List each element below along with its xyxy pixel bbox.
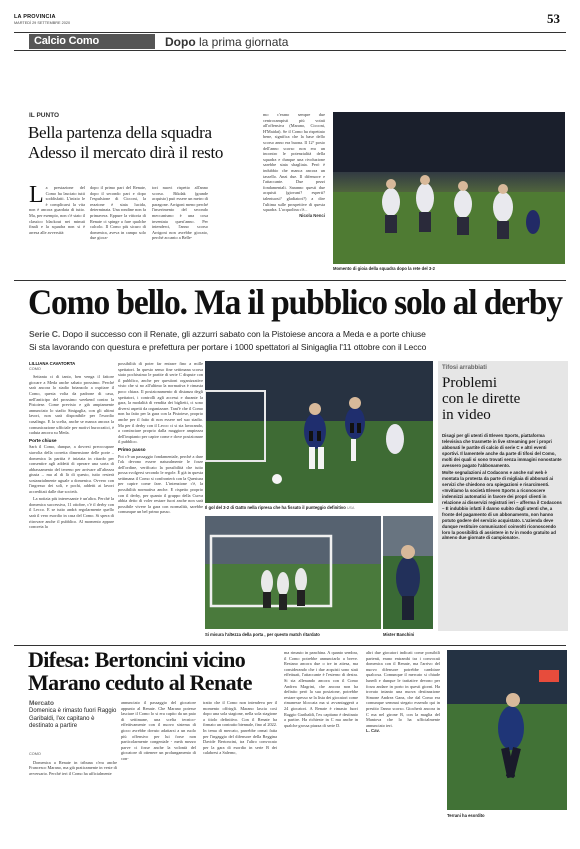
- dropcap: L: [29, 185, 44, 208]
- bottom-col-5: [366, 650, 440, 845]
- top-photo: [333, 112, 565, 264]
- bottom-col-4: ma rimasto in panchina. A quanto sembra, il Como potrebbe annunciarlo a breve. Restano ancora due o tre in attesa, ma considerando che i due acquisti sono stati effettuati, l'attaccante è l'esterno di destra. Si sta allenando ancora con il Como Andrea Magrini, che ancora non ha definito però la sua posizione, potrebbe restare spesso se la lista dei giocatori come rimanesse bloccata ma si avvantaggerà a 24 giocatori. A Renate è rimasto fuori Raggio Garibaldi, l'ex capitano è destinato a partire. Ha richieste in C ma anche in qualche grossa piazza di serie D.: [284, 650, 358, 728]
- coach-photo: [383, 516, 433, 629]
- main-place: COMO: [29, 366, 41, 371]
- main-col-1-para-3: La notizia più interessante è un'altra. Perché la domenica successiva, 11 ottobre, c'è il derby con il Lecco. E se tutto andrà regolarmente quello sarà il vero esordio in casa del Como. Si spera di ritrovare anche il pubblico. Al momento appare concreta la: [29, 496, 114, 530]
- sidebar-body: [442, 433, 564, 629]
- section-tag: Calcio Como: [29, 34, 155, 49]
- goal-action-icon: [205, 361, 433, 503]
- bottom-place: COMO: [29, 752, 41, 756]
- page-number: 53: [547, 11, 560, 26]
- top-signature: Nicola Nenci: [299, 212, 325, 218]
- paper-name: LA PROVINCIA: [14, 14, 56, 20]
- main-col-1-para-2: Sarà il Como, dunque, a dovresi preoccupare stavolta della corretta dimensione delle porte – domenica la partita è iniziata in ritardo per consentire agli addetti di operare una sorta di abbassamento del terreno per arrivare all'altezza giusta – ma al di là di questo, tutto resterà sostanzialmente uguale a domenica. Ovvero con l'ingresso dei soli, e pochi, addetti ai lavori accreditati dalle due società.: [29, 444, 114, 495]
- bottom-col-5-text: altri due giocatori indicati come possibili partenti, erano entrambi tra i convocati domenica con il Renate, ma l'arrivo del nuovo difensore potrebbe cambiare qualcosa. Comunque il mercato si chiude lunedì e dunque le trattative devono per forza andare in porto in questi giorni. Ha trovato intanto una nuova destinazione Simone Andrea Ganz, che dal Como era comunque semmai stegato essendo qui in prestito l'anno scorso. Giocherà ancora in C ma nel girone B, con la maglia del Mantova che lo ha ufficialmente annunciato ieri.: [366, 650, 440, 728]
- bottom-col-1-text: Domenica a Renate in tribuna c'era anche Francesco Marano, ma già praticamente in veste di avversario. Perché ieri il Como ha ufficialmente: [29, 759, 117, 776]
- main-col-2-para-2: Poi c'è un passaggio fondamentale, perché a dare l'ok devono essere naturalmente le forze dell'ordine, verificato la possibilità che tutto possa svolgersi secondo le regole. È già in questa settimana il Como si confronterà con la Questura per capire come fare. L'intenzione c'è, la possibilità normativa anche. E rispetto proprio con il derby, per quanto il gruppo della Curva abbia detto di voler restare fuori anche non sarà possibile vivere la gara con normalità, sarebbe comunque un bel primo passo.: [118, 453, 203, 515]
- bottom-signature: L. Cav.: [366, 728, 380, 734]
- top-kicker: IL PUNTO: [29, 112, 60, 119]
- main-author: LILLIANA CAVATORTA: [29, 361, 76, 366]
- deck-text-1: Dopo il successo con il Renate, gli azzurri sabato con la Pistoiese ancora a Meda e a porte chiuse: [62, 329, 426, 339]
- goal-photo-caption: [205, 505, 354, 510]
- main-col-2-para-1: possibilità di poter far entrare fino a mille spettatori. In questo senso fine settimana scorsa stato pochissimo le partite di serie C dispute con il pubblico, anche per questioni organizzative visto che si no all'ultimo la normativa è rimasta poco chiara. Il posizionamento di distanza degli spettatori, i controlli agli accessi e durante la gara, la modalità di vendita dei biglietti, ci sono diversi aspetti da organizzare. Tant'è che il Como non ha fatto per la gara con la Pistoiese, proprio anche per il fatto di non essere nel suo stadio. Ma per il derby con il Lecco ci si sta lavorando, a cominciare proprio dalla maggiore ampiezza dell'impianto per capire come e dove posizionare il pubblico.: [118, 361, 203, 445]
- bottom-col-1: [29, 752, 117, 812]
- top-headline-1: Bella partenza della squadra: [28, 123, 212, 142]
- goal-height-caption: Si misura l'altezza della porta , per questo match ritardato: [205, 632, 320, 637]
- terrani-photo: [447, 650, 567, 810]
- top-col-1-text: a prestazione del Como ha lasciato tutti soddisfatti. L'inizio le è complicarsi la vita non è ancora guardata di tutto. Ma, per esempio, non c'è stato il classico blackout nei minuti finali e la squadra non si è arresa alle avversità:: [29, 185, 85, 235]
- main-headline: Como bello. Ma il pubblico solo al derby: [28, 282, 562, 322]
- bottom-label: Mercato: [29, 700, 54, 707]
- terrani-caption: Terrani ha esordito: [447, 813, 485, 818]
- main-col-1-para-1: Settanta ci di tanto, ben venga il fattore giocare a Meda anche sabato prossimo. Perché sarà ancora lo stadio brianzolo a ospitare il Como, questa volta da padrone di casa, nell'anticipo del prossimo weekend contro la Pistoiese. Come previsto e già ampiamente annunciato lo stadio Sinigaglia, con gli ultimi lavori, non sarà disponibile per l'esordio casalingo. E la scelta, anche se manca ancora la comunicazione ufficiale per motivi burocratici, è caduta ancora su Meda.: [29, 374, 114, 436]
- top-col-4: [263, 112, 325, 272]
- divider-2: [14, 645, 566, 646]
- top-col-2: dopo il primo pari del Renate, dopo il secondo pari e dopo l'espulsione di Cicconi, la reazione è stata lucida, determinata. Una rondine non fa primavera. Eppure la vittoria di Renate ci spinge a fare qualche calcolo. Il Como più sicuro di domenica, aveva in campo solo due gioca-: [90, 185, 146, 241]
- top-col-4-text: mo c'erano sempre due centrocampisti più votati all'offensiva (Marano, Cicconi, H'Maidat). Se il Como ha rispettato bene, significa che la base dello scorso anno era buona. Il 12° posto dell'anno scorso non era un incontro le potenzialità della squadra e dunque una rivoluzione sarebbe stata sbagliata. Però è indubbio che manca ancora un tassello. Anzi due. Il difensore e l'attaccante. Due pezzi fondamentali. Saranno questi due acquisti (giovani? esperti? talentuosi? gladiatori?) a dire l'ultima sulle prospettive di questa squadra. L'acquolina c'è...: [263, 112, 325, 213]
- bottom-headline-1: Difesa: Bertoncini vicino: [28, 647, 246, 672]
- players-celebration-icon: [333, 112, 565, 264]
- coach-caption: Mister Banchini: [383, 632, 415, 637]
- top-col-3: tori nuovi rispetto all'anno scorso. Bikdak (grande acquisto) può essere un metro di paragone. Arrigoni meno perché l'inserimento del secondo meccanismo è una cosa inventata quest'anno. Per intenderci, l'anno scorso Arrigoni non avrebbe giocato, perché accanto a Belle-: [152, 185, 208, 241]
- goal-photo-caption-text: Il gol del 3-2 di Gatto nella ripresa che ha fissato il punteggio definitivo: [205, 505, 346, 510]
- coach-icon: [383, 516, 433, 629]
- subhead-porte-chiuse: Porte chiuse: [29, 437, 57, 443]
- section-title: [165, 35, 288, 49]
- sidebar-kicker: Tifosi arrabbiati: [442, 365, 487, 371]
- section-title-light: la prima giornata: [199, 35, 289, 49]
- goal-photo: [205, 361, 433, 503]
- goal-post-icon: [205, 516, 381, 629]
- sidebar-title-3: in video: [442, 407, 491, 423]
- goal-photo-credit: USA: [346, 506, 355, 510]
- main-deck-2: Si sta lavorando con questura e prefettura per portare i 1000 spettatori al Sinigaglia l'11 ottobre con il Lecco: [29, 342, 427, 352]
- bottom-col-3: tratto che il Como non intendeva per il momento offrirgli. Marano lascia così dopo una sola stagione, nella sola stagione a titolo definitivo. Con il Renate ha firmato un contratto biennale, fino al 2022. In tema di mercato, parrebbe ormai fatta per l'ingaggio del difensore della Reggina Davide Bertoncini, tra l'altro convocato per la gara di esordio in serie B dei calabresi a Salerno,: [203, 700, 277, 756]
- sidebar-title-1: Problemi: [442, 375, 497, 391]
- sidebar-body-para-1: Disagi per gli utenti di Eleven Sports, piattaforma televisiva che trasmette in live streaming per i propri abbonati le partite di calcio di serie C e altri eventi sportivi. Il lamentele anche da parte di tifosi del Como, molti dei quali si sono trovati senza immagini nonostante avessero pagato l'abbonamento.: [442, 433, 562, 468]
- deck-label: Serie C.: [29, 329, 61, 339]
- top-headline-2: Adesso il mercato dirà il resto: [28, 143, 224, 162]
- player-running-icon: [447, 650, 567, 810]
- bottom-headline-2: Marano ceduto al Renate: [28, 670, 252, 695]
- goal-height-photo: [205, 516, 381, 629]
- issue-date: MARTEDÌ 29 SETTEMBRE 2020: [14, 21, 71, 25]
- bottom-col-2: annunciato il passaggio del giocatore appunto al Renate. Che Marano potesse lasciare il Como lo si era capito da un paio di settimane, una scelta tecnico-effettivamente con il nuovo sistema di gioco avrebbe dovuto adattarsi a un ruolo più offensivo per lui forse non particolarmente congeniale - metà mezzo parve ci fosse anche la volontà del giocatore di ottenere un prolungamento di con-: [121, 700, 196, 761]
- top-photo-caption: Momento di gioia della squadra dopo la rete del 3-2: [333, 266, 435, 271]
- main-col-2: [118, 361, 203, 593]
- main-deck-1: [29, 329, 569, 339]
- top-col-1: [29, 185, 85, 270]
- subhead-primo-passo: Primo passo: [118, 446, 146, 452]
- main-col-1: [29, 361, 114, 593]
- sidebar-title-2: con le dirette: [442, 391, 521, 407]
- sidebar-body-para-2: Molte segnalazioni al Codacons e anche sul web è montata la protesta da parte di migliaia di abbonati ai servizi che chiedono ora spiegazioni e risarcimenti. «Invitiamo la società Eleven Sports a riconoscere indennizzi automatici in favore dei propri clienti in relazione ai disservizi registrati ieri – afferma il Codacons – È indubbio infatti il danno subito dagli utenti che, a fronte del pagamento di un abbonamento, non hanno potuto godere del servizio acquistato. L'azienda deve dunque restituire comunicatori coinvolti riconoscendo loro la possibilità di assistere in tv in modo gratuito ad almeno due giornate di campionato».: [442, 470, 562, 541]
- bottom-summary: Domenica è rimasto fuori Raggio Garibaldi, l'ex capitano è destinato a partire: [29, 708, 117, 729]
- section-title-bold: Dopo: [165, 35, 196, 49]
